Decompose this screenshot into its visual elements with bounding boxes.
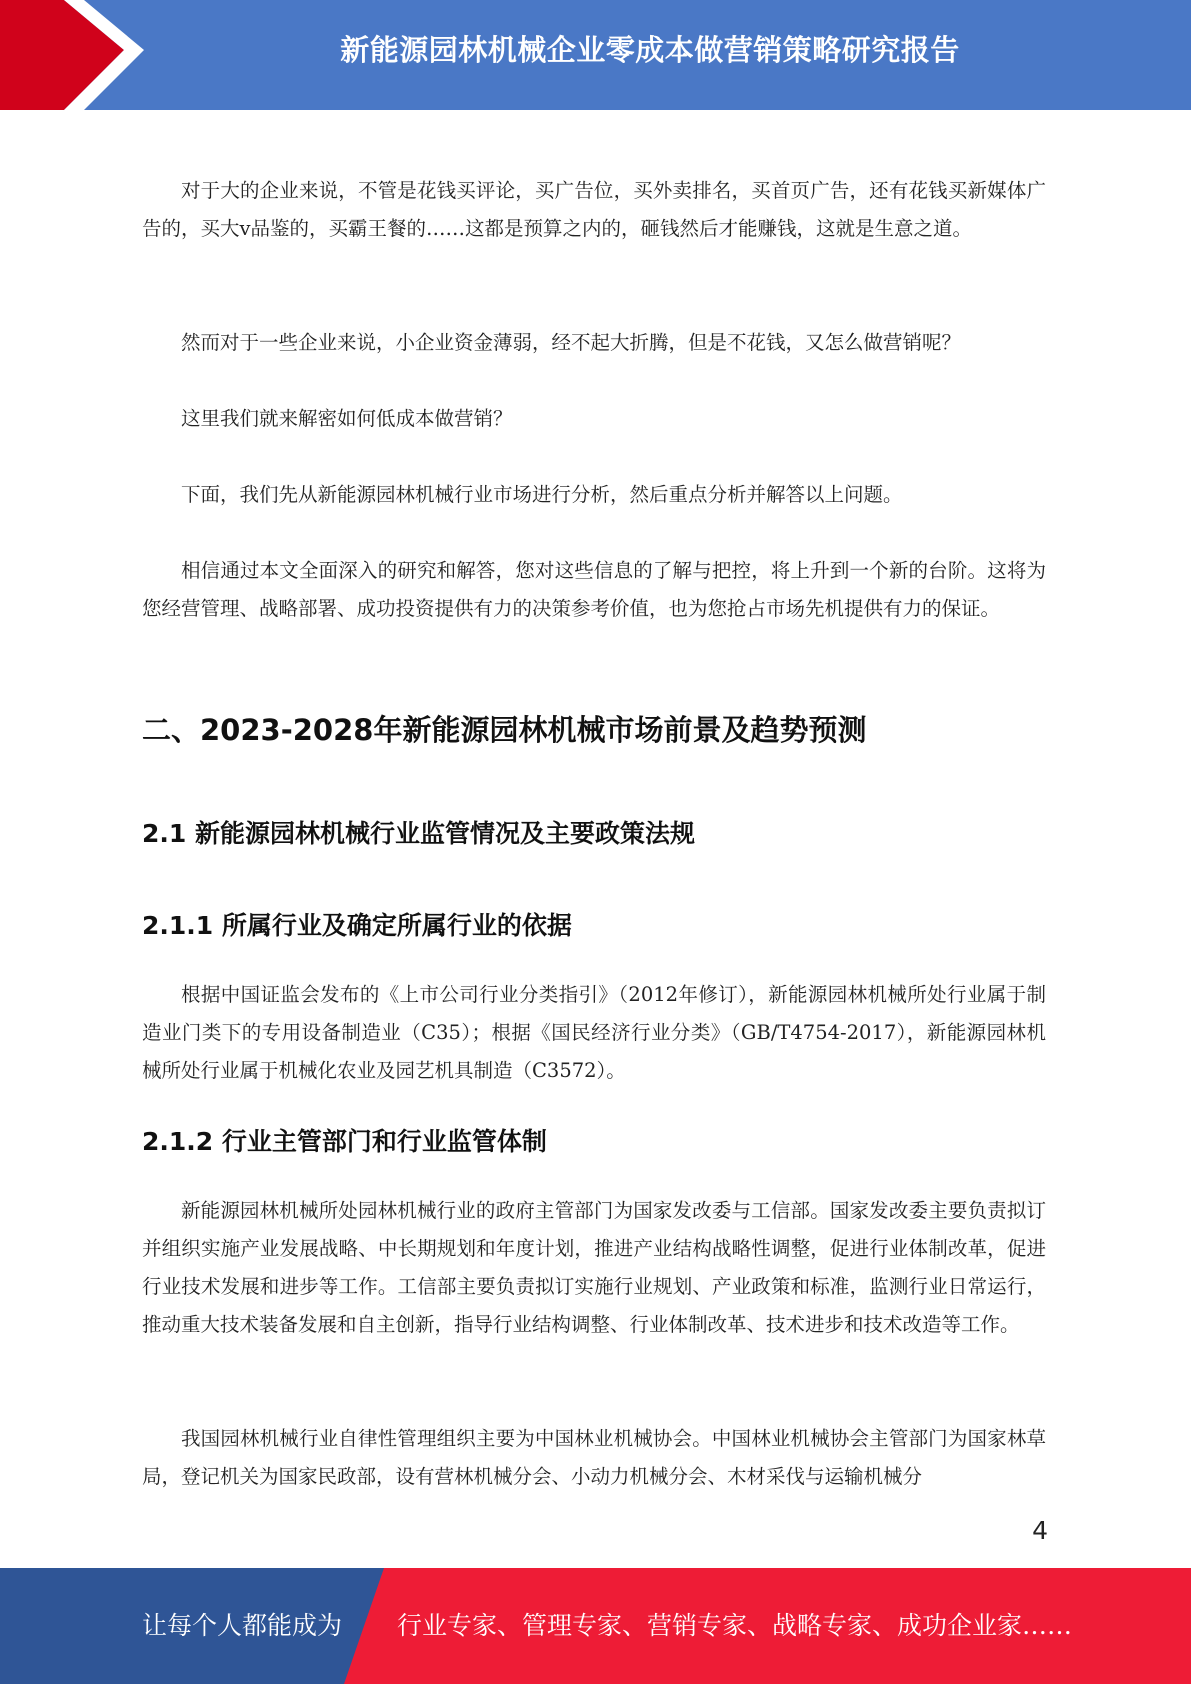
industry-classification-paragraph: 根据中国证监会发布的《上市公司行业分类指引》（2012年修订），新能源园林机械所处行业属于制造业门类下的专用设备制造业（C35）；根据《国民经济行业分类》（GB/T4754-2017），新能源园林机械所处行业属于机械化农业及园艺机具制造（C3572）。 <box>142 983 1046 1082</box>
industry-classification-block <box>142 976 1046 1090</box>
footer-banner <box>0 1568 1191 1684</box>
intro-paragraph-3-block <box>142 400 1046 438</box>
subsubsection-heading: 2.1.1 所属行业及确定所属行业的依据 <box>142 911 572 940</box>
header-banner <box>0 0 1191 110</box>
subsubsection-heading: 2.1.2 行业主管部门和行业监管体制 <box>142 1127 547 1156</box>
footer-slogan-left: 让每个人都能成为 <box>142 1611 343 1640</box>
section-heading: 二、2023-2028年新能源园林机械市场前景及趋势预测 <box>142 713 867 747</box>
intro-paragraph-4-block <box>142 476 1046 514</box>
subsection-heading: 2.1 新能源园林机械行业监管情况及主要政策法规 <box>142 819 695 848</box>
intro-paragraph-5-block <box>142 552 1046 628</box>
intro-paragraph-2-block <box>142 324 1046 362</box>
footer-slogan-right: 行业专家、管理专家、营销专家、战略专家、成功企业家…… <box>397 1611 1073 1640</box>
intro-paragraph: 这里我们就来解密如何低成本做营销？ <box>181 407 513 430</box>
regulatory-paragraph-2-block <box>142 1420 1046 1496</box>
intro-paragraph: 然而对于一些企业来说，小企业资金薄弱，经不起大折腾，但是不花钱，又怎么做营销呢？ <box>181 331 962 354</box>
report-title: 新能源园林机械企业零成本做营销策略研究报告 <box>340 33 960 67</box>
intro-paragraph-1-block <box>142 172 1046 248</box>
regulatory-paragraph-1-block <box>142 1192 1046 1344</box>
intro-paragraph: 相信通过本文全面深入的研究和解答，您对这些信息的了解与把控，将上升到一个新的台阶。这将为您经营管理、战略部署、成功投资提供有力的决策参考价值，也为您抢占市场先机提供有力的保证。 <box>142 559 1046 620</box>
regulatory-paragraph: 我国园林机械行业自律性管理组织主要为中国林业机械协会。中国林业机械协会主管部门为国家林草局，登记机关为国家民政部，设有营林机械分会、小动力机械分会、木材采伐与运输机械分 <box>142 1427 1046 1488</box>
regulatory-paragraph: 新能源园林机械所处园林机械行业的政府主管部门为国家发改委与工信部。国家发改委主要负责拟订并组织实施产业发展战略、中长期规划和年度计划，推进产业结构战略性调整，促进行业体制改革，促进行业技术发展和进步等工作。工信部主要负责拟订实施行业规划、产业政策和标准，监测行业日常运行，推动重大技术装备发展和自主创新，指导行业结构调整、行业体制改革、技术进步和技术改造等工作。 <box>142 1199 1046 1336</box>
intro-paragraph: 下面，我们先从新能源园林机械行业市场进行分析，然后重点分析并解答以上问题。 <box>181 483 903 506</box>
page-number: 4 <box>1032 1516 1048 1545</box>
intro-paragraph: 对于大的企业来说，不管是花钱买评论，买广告位，买外卖排名，买首页广告，还有花钱买新媒体广告的，买大v品鉴的，买霸王餐的……这都是预算之内的，砸钱然后才能赚钱，这就是生意之道。 <box>142 179 1046 240</box>
header-chevron-icon <box>0 0 160 110</box>
